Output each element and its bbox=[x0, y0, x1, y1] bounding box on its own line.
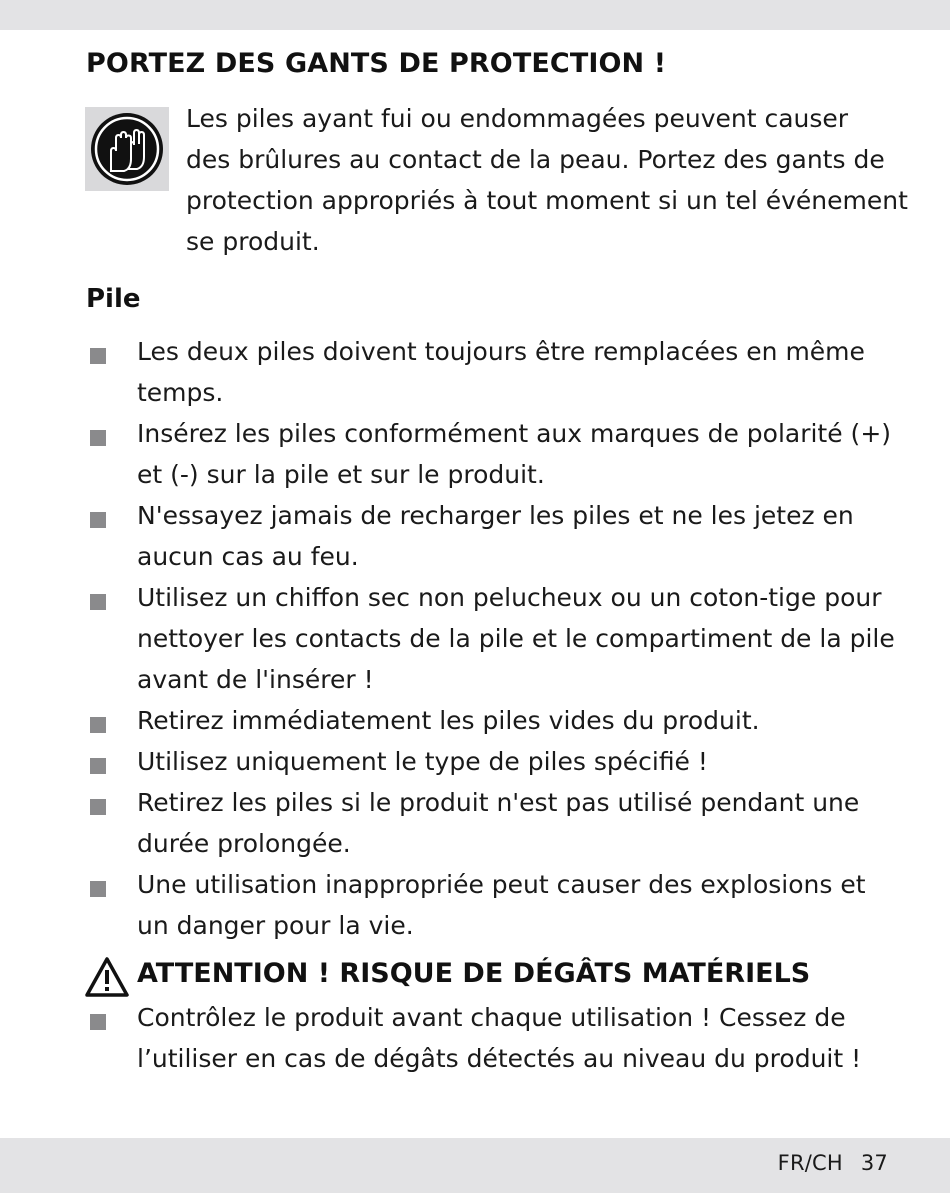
list-item-line: Utilisez uniquement le type de piles spécifié ! bbox=[137, 747, 708, 776]
list-item-line: Insérez les piles conformément aux marques de polarité (+) bbox=[137, 419, 892, 448]
warning-triangle-icon bbox=[84, 956, 130, 998]
bullet-marker bbox=[90, 512, 106, 528]
gloves-text-line: Les piles ayant fui ou endommagées peuvent causer bbox=[186, 104, 849, 133]
page-footer bbox=[778, 1151, 888, 1175]
list-item-line: Retirez immédiatement les piles vides du produit. bbox=[137, 706, 760, 735]
list-item-line: Les deux piles doivent toujours être remplacées en même bbox=[137, 337, 865, 366]
bullet-marker bbox=[90, 717, 106, 733]
list-item-line: avant de l'insérer ! bbox=[137, 665, 374, 694]
heading-protective-gloves: PORTEZ DES GANTS DE PROTECTION ! bbox=[86, 48, 667, 79]
top-band bbox=[0, 0, 950, 30]
list-item-line: durée prolongée. bbox=[137, 829, 351, 858]
bullet-marker bbox=[90, 758, 106, 774]
gloves-text-line: protection appropriés à tout moment si un tel événement bbox=[186, 186, 908, 215]
list-item-line: Contrôlez le produit avant chaque utilisation ! Cessez de bbox=[137, 1003, 846, 1032]
gloves-text-line: se produit. bbox=[186, 227, 320, 256]
bullet-marker bbox=[90, 881, 106, 897]
bullet-marker bbox=[90, 430, 106, 446]
list-item-line: l’utiliser en cas de dégâts détectés au niveau du produit ! bbox=[137, 1044, 862, 1073]
list-item-line: et (-) sur la pile et sur le produit. bbox=[137, 460, 545, 489]
protective-gloves-icon bbox=[85, 107, 169, 191]
footer-language: FR/CH bbox=[777, 1151, 843, 1175]
heading-pile: Pile bbox=[86, 284, 141, 314]
list-item-line: nettoyer les contacts de la pile et le compartiment de la pile bbox=[137, 624, 895, 653]
list-item-line: Retirez les piles si le produit n'est pas utilisé pendant une bbox=[137, 788, 860, 817]
list-item-line: Une utilisation inappropriée peut causer des explosions et bbox=[137, 870, 866, 899]
bullet-marker bbox=[90, 1014, 106, 1030]
list-item-line: Utilisez un chiffon sec non pelucheux ou un coton-tige pour bbox=[137, 583, 882, 612]
list-item-line: N'essayez jamais de recharger les piles et ne les jetez en bbox=[137, 501, 854, 530]
bullet-marker bbox=[90, 799, 106, 815]
gloves-text-line: des brûlures au contact de la peau. Portez des gants de bbox=[186, 145, 885, 174]
gloves-warning-text bbox=[186, 98, 916, 262]
list-item-line: un danger pour la vie. bbox=[137, 911, 414, 940]
bullet-marker bbox=[90, 594, 106, 610]
bullet-marker bbox=[90, 348, 106, 364]
list-item-line: temps. bbox=[137, 378, 224, 407]
page-number: 37 bbox=[860, 1151, 888, 1175]
heading-attention-material-damage: ATTENTION ! RISQUE DE DÉGÂTS MATÉRIELS bbox=[137, 958, 811, 989]
list-item-line: aucun cas au feu. bbox=[137, 542, 359, 571]
